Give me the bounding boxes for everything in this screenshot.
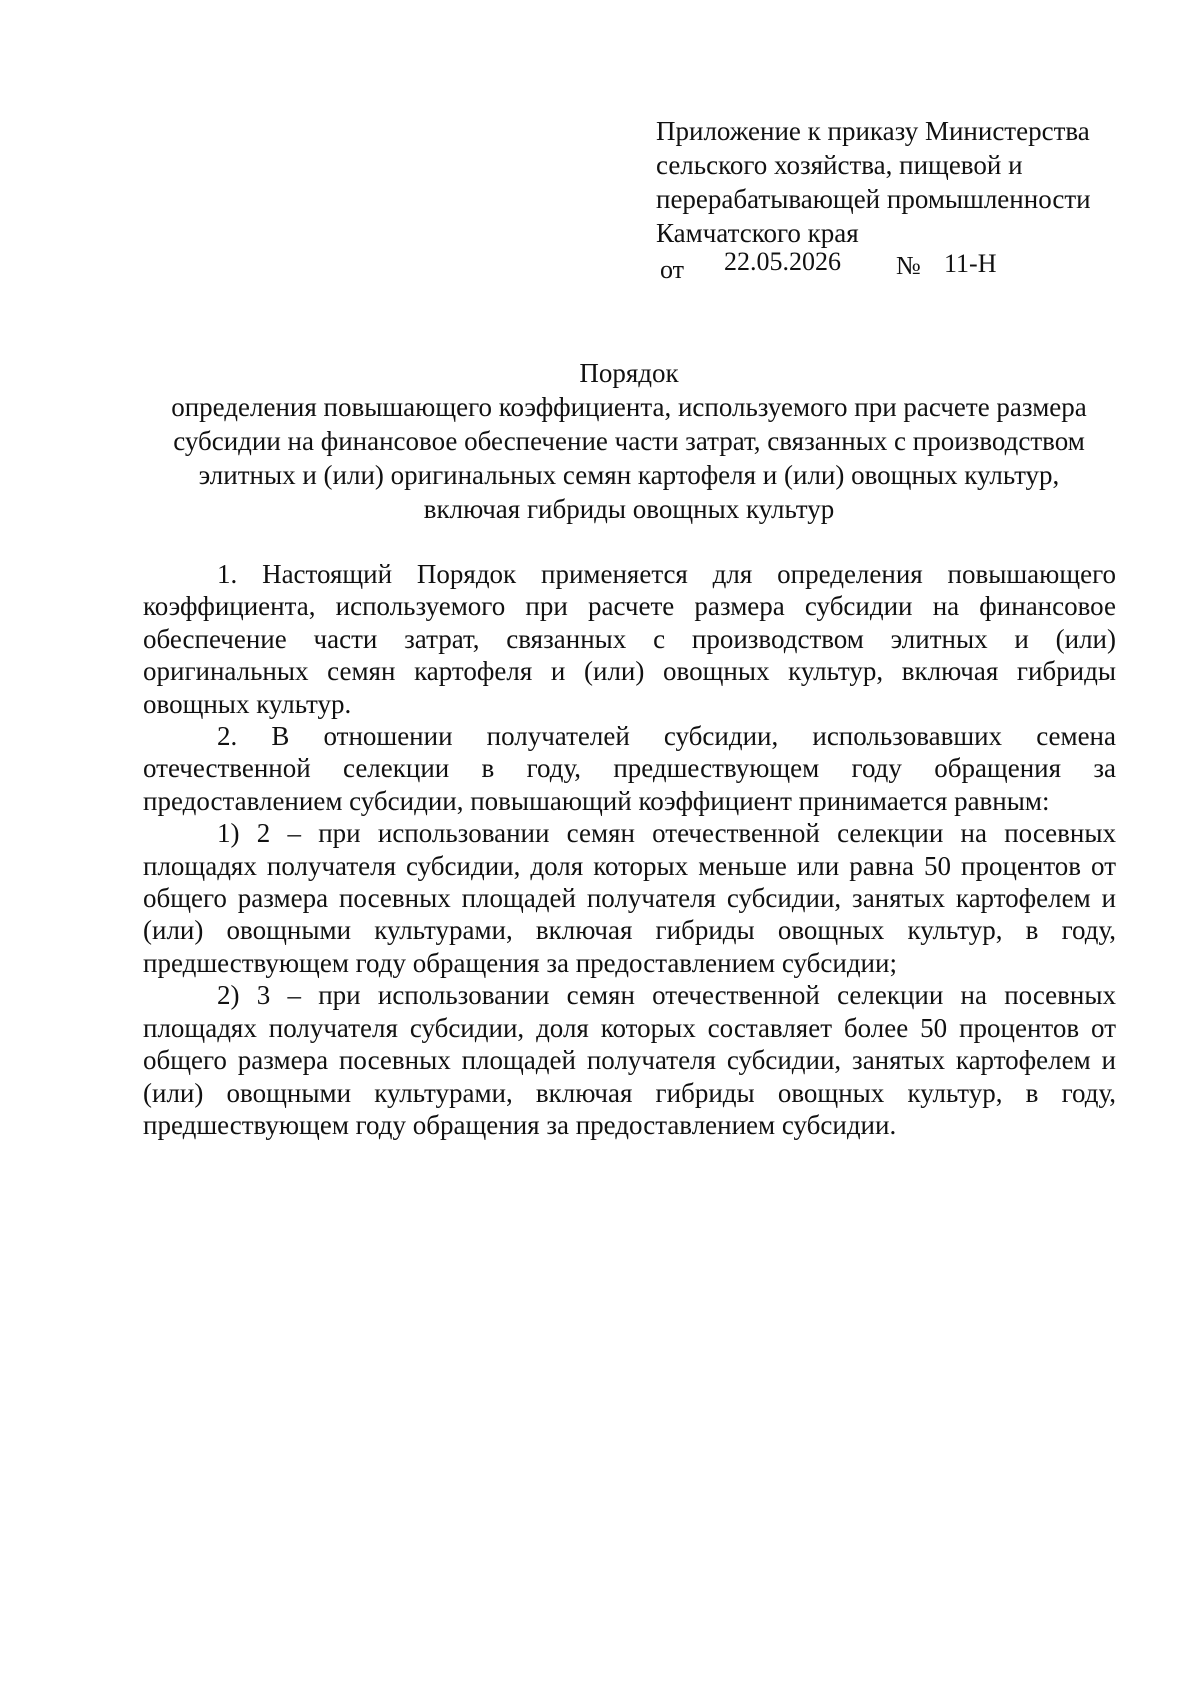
appendix-line: сельского хозяйства, пищевой и	[656, 150, 1023, 180]
appendix-line: Камчатского края	[656, 218, 859, 248]
appendix-line: перерабатывающей промышленности	[656, 184, 1091, 214]
document-body	[143, 558, 1116, 1141]
order-date-number	[660, 245, 1060, 284]
title-line: определения повышающего коэффициента, используемого при расчете размера	[171, 392, 1087, 422]
title-line: элитных и (или) оригинальных семян картофеля и (или) овощных культур,	[198, 460, 1060, 490]
title-line: субсидии на финансовое обеспечение части затрат, связанных с производством	[173, 426, 1085, 456]
number-label: №	[896, 251, 921, 280]
appendix-header	[656, 114, 1176, 250]
title-line: включая гибриды овощных культур	[423, 494, 835, 524]
paragraph: 1. Настоящий Порядок применяется для определения повышающего коэффициента, используемого при расчете размера субсидии на финансовое обеспечение части затрат, связанных с производством элитных и (или) оригинальных семян картофеля и (или) овощных культур, включая гибриды овощных культур.	[143, 559, 1116, 719]
document-title	[140, 356, 1118, 526]
appendix-line: Приложение к приказу Министерства	[656, 116, 1090, 146]
paragraph: 2. В отношении получателей субсидии, использовавших семена отечественной селекции в году, предшествующем году обращения за предоставлением субсидии, повышающий коэффициент принимается равным:	[143, 721, 1116, 816]
order-number: 11-Н	[944, 249, 997, 278]
from-label: от	[660, 255, 685, 284]
paragraph: 2) 3 – при использовании семян отечественной селекции на посевных площадях получателя субсидии, доля которых составляет более 50 процентов от общего размера посевных площадей получателя субсидии, занятых картофелем и (или) овощными культурами, включая гибриды овощных культур, в году, предшествующем году обращения за предоставлением субсидии.	[143, 980, 1116, 1140]
paragraph: 1) 2 – при использовании семян отечественной селекции на посевных площадях получателя субсидии, доля которых меньше или равна 50 процентов от общего размера посевных площадей получателя субсидии, занятых картофелем и (или) овощными культурами, включая гибриды овощных культур, в году, предшествующем году обращения за предоставлением субсидии;	[143, 818, 1116, 978]
title-main: Порядок	[579, 358, 679, 388]
order-date: 22.05.2026	[724, 247, 841, 276]
